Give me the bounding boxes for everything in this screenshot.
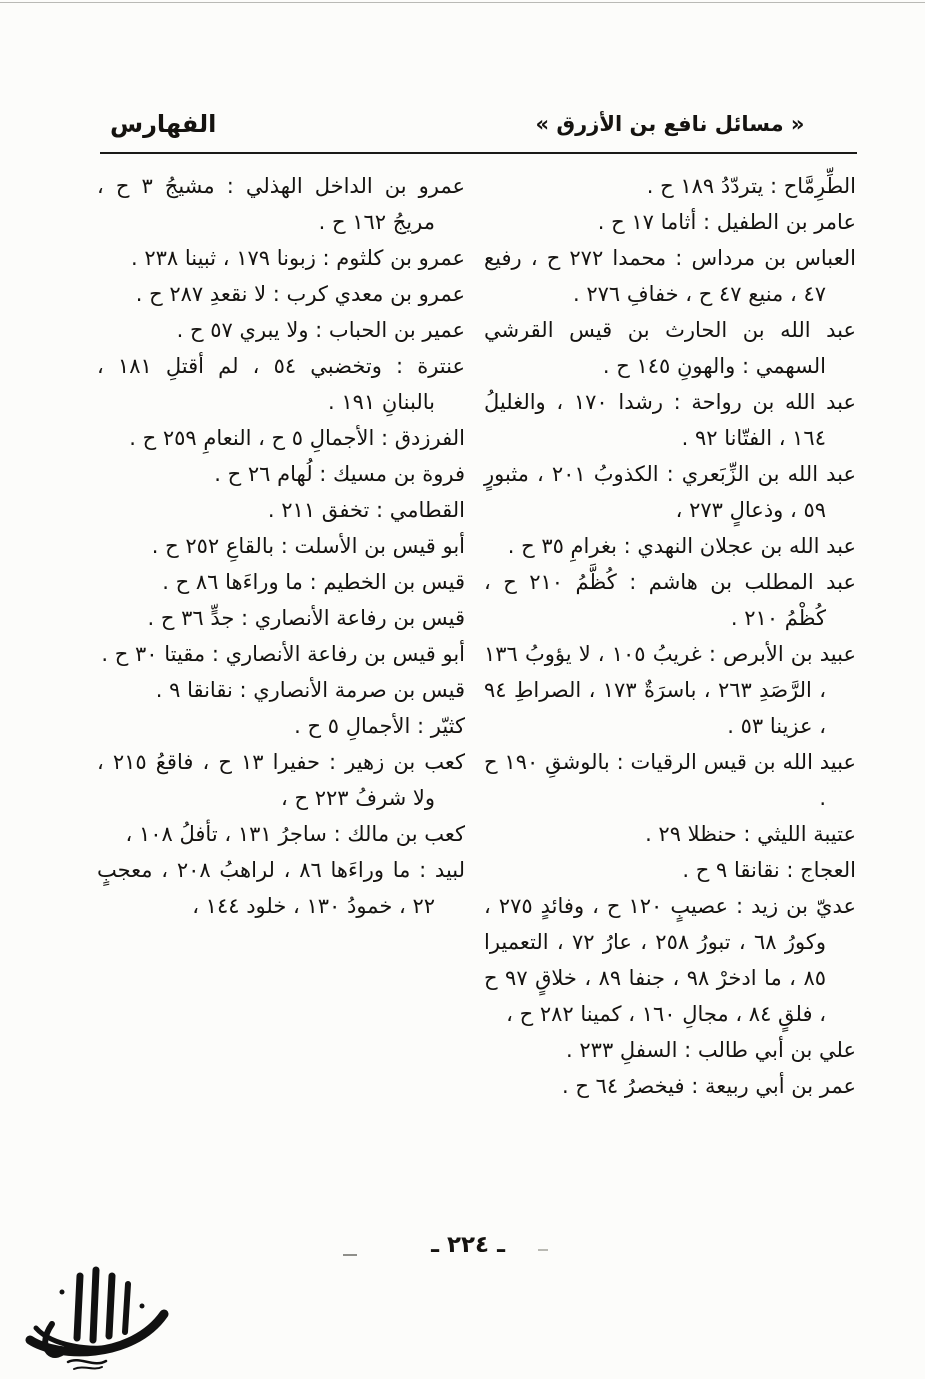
index-entry: لبيد : ما وراءَها ٨٦ ، لراهبُ ٢٠٨ ، معجبٍ ٢٢ ، خمودُ ١٣٠ ، خلود ١٤٤ ، — [97, 858, 466, 918]
index-entry: عبد الله بن رواحة : رشدا ١٧٠ ، والغليلُ ١٦٤ ، الفتّانا ٩٢ . — [484, 390, 857, 450]
index-entry: عبد الله بن الزِّبَعري : الكذوبُ ٢٠١ ، مثبورٍ ٥٩ ، وذعالٍ ٢٧٣ ، — [484, 462, 857, 522]
index-entry: كثيّر : الأجمالِ ٥ ح . — [294, 714, 465, 738]
index-column-right — [484, 168, 856, 1104]
index-entry: عبيد بن الأبرص : غريبُ ١٠٥ ، لا يؤوبُ ١٣٦ ، الرَّصَدِ ٢٦٣ ، باسرَةٌ ١٧٣ ، الصراطِ ٩٤ ، عزينا ٥٣ . — [484, 642, 856, 738]
index-entry: كعب بن مالك : ساجرُ ١٣١ ، تأفلُ ١٠٨ ، — [125, 822, 465, 846]
index-entry: عامر بن الطفيل : أثاما ١٧ ح . — [597, 210, 856, 234]
index-column-left — [97, 168, 465, 924]
index-entry: عبد الله بن الحارث بن قيس القرشي السهمي : والهونِ ١٤٥ ح . — [484, 318, 856, 378]
index-entry: عبيد الله بن قيس الرقيات : بالوشقِ ١٩٠ ح . — [484, 750, 856, 810]
index-entry: علي بن أبي طالب : السفلِ ٢٣٣ . — [566, 1038, 856, 1062]
index-entry: الطِّرِمَّاح : يتردّدُ ١٨٩ ح . — [646, 174, 856, 198]
index-entry: عمرو بن الداخل الهذلي : مشيجُ ٣ ح ، مريجُ ١٦٢ ح . — [97, 174, 466, 234]
index-entry: عمرو بن معدي كرب : لا نقعدِ ٢٨٧ ح . — [135, 282, 465, 306]
index-entry: العجاج : نقانقا ٩ ح . — [682, 858, 856, 882]
publisher-stamp-logo — [22, 1262, 177, 1374]
index-entry: عبد الله بن عجلان النهدي : بغرامِ ٣٥ ح . — [507, 534, 856, 558]
scan-artifact-dash — [538, 1249, 548, 1251]
index-entry: عتيبة الليثي : حنظلا ٢٩ . — [645, 822, 856, 846]
index-entry: عنترة : وتخضبي ٥٤ ، لم أقتلِ ١٨١ ، بالبنانِ ١٩١ . — [97, 354, 466, 414]
index-entry: القطامي : تخفق ٢١١ . — [267, 498, 465, 522]
index-entry: قيس بن رفاعة الأنصاري : جدٍّ ٣٦ ح . — [147, 606, 465, 630]
index-entry: قيس بن الخطيم : ما وراءَها ٨٦ ح . — [162, 570, 465, 594]
scan-artifact-dash — [343, 1254, 357, 1256]
index-entry: عبد المطلب بن هاشم : كُظَّمُ ٢١٠ ح ، كُظْمُ ٢١٠ . — [484, 570, 857, 630]
index-entry: عمير بن الحباب : ولا يبري ٥٧ ح . — [176, 318, 465, 342]
section-title: الفهارس — [110, 110, 217, 138]
index-entry: العباس بن مرداس : محمدا ٢٧٢ ح ، رفيع ٤٧ ، منيع ٤٧ ح ، خفافِ ٢٧٦ . — [484, 246, 856, 306]
index-entry: عمر بن أبي ربيعة : فيخصرُ ٦٤ ح . — [562, 1074, 856, 1098]
index-entry: عمرو بن كلثوم : زبونا ١٧٩ ، ثبينا ٢٣٨ . — [130, 246, 465, 270]
index-entry: كعب بن زهير : حفيرا ١٣ ح ، فاقعُ ٢١٥ ، ولا شرفُ ٢٢٣ ح ، — [97, 750, 465, 810]
header-divider — [100, 152, 857, 154]
index-entry: فروة بن مسيك : لُهام ٢٦ ح . — [214, 462, 465, 486]
index-entry: قيس بن صرمة الأنصاري : نقانقا ٩ . — [155, 678, 465, 702]
scan-edge-line — [0, 2, 925, 3]
book-title: « مسائل نافع بن الأزرق » — [535, 112, 805, 136]
index-entry: الفرزدق : الأجمالِ ٥ ح ، النعامِ ٢٥٩ ح . — [129, 426, 465, 450]
page-number: ـ ٢٢٤ ـ — [431, 1232, 505, 1258]
index-entry: عديّ بن زيد : عصيبٍ ١٢٠ ح ، وفائدٍ ٢٧٥ ، وكورُ ٦٨ ، تبورُ ٢٥٨ ، عارُ ٧٢ ، التعميرا ٨٥ ، ما ادخرْ ٩٨ ، جنفا ٨٩ ، خلاقٍ ٩٧ ح ، فلقٍ ٨٤ ، مجالِ ١٦٠ ، كمينا ٢٨٢ ح ، — [484, 894, 857, 1026]
index-entry: أبو قيس بن الأسلت : بالقاعِ ٢٥٢ ح . — [151, 534, 465, 558]
index-entry: أبو قيس بن رفاعة الأنصاري : مقيتا ٣٠ ح . — [101, 642, 465, 666]
